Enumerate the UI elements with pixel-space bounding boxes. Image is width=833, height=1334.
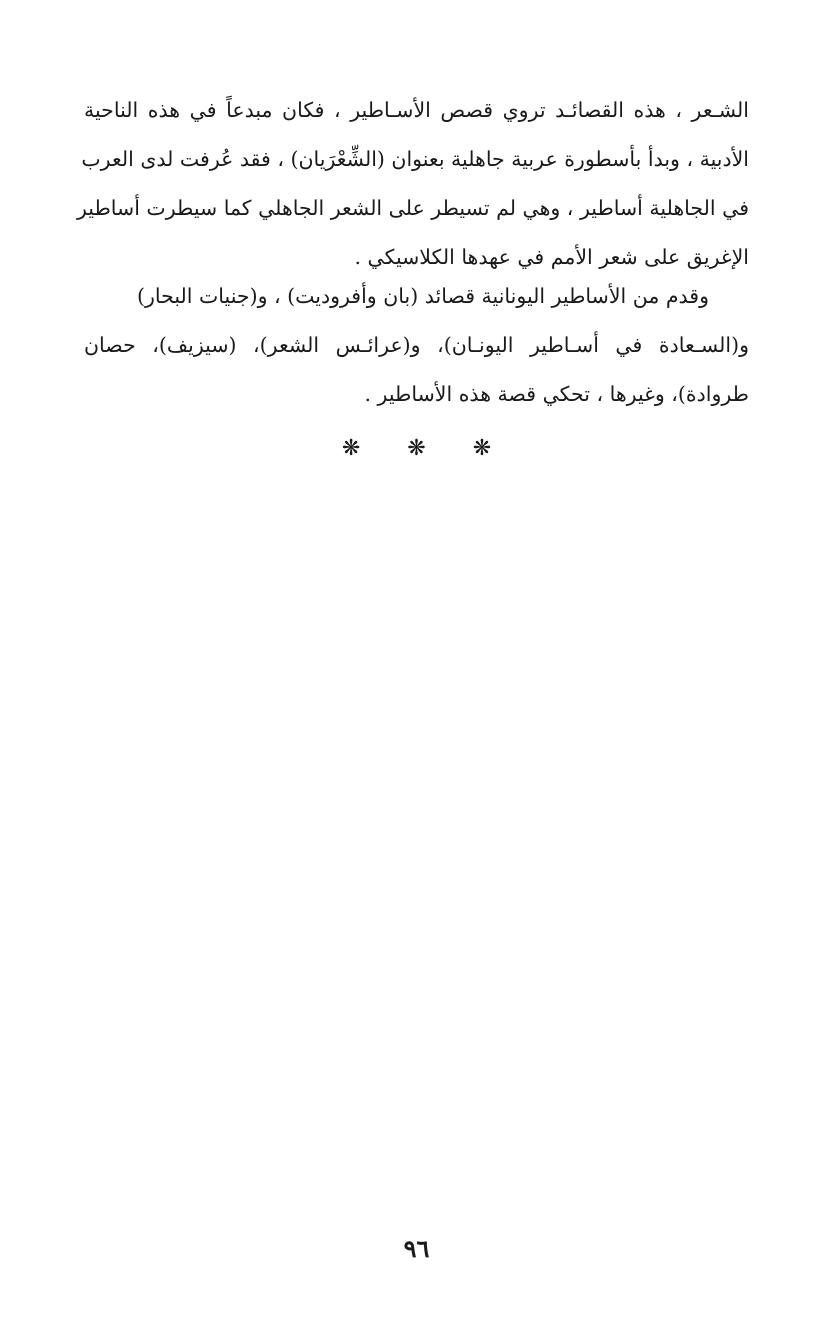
paragraph-line: وقدم من الأساطير اليونانية قصائد (بان وأفروديت) ، و(جنيات البحار) <box>136 284 709 308</box>
page-number: ٩٦ <box>403 1234 430 1263</box>
paragraph-line: طروادة)، وغيرها ، تحكي قصة هذه الأساطير . <box>364 382 749 406</box>
paragraph-1 <box>76 86 749 282</box>
asterism-icon: ❋ <box>472 436 492 461</box>
paragraph-line: الأدبية ، وبدأ بأسطورة عربية جاهلية بعنوان (الشِّعْرَيان) ، فقد عُرفت لدى العرب <box>81 147 749 171</box>
paragraph-line: الإغريق على شعر الأمم في عهدها الكلاسيكي . <box>354 245 749 269</box>
paragraph-line: و(السـعادة في أسـاطير اليونـان)، و(عرائـس الشعر)، (سيزيف)، حصان <box>84 333 749 357</box>
paragraph-2 <box>84 272 749 419</box>
asterism-icon: ❋ <box>341 436 361 461</box>
paragraph-line: الشـعر ، هذه القصائـد تروي قصص الأسـاطير ، فكان مبدعاً في هذه الناحية <box>84 98 749 122</box>
asterism-icon: ❋ <box>407 436 426 461</box>
section-separator <box>0 436 833 461</box>
paragraph-line: في الجاهلية أساطير ، وهي لم تسيطر على الشعر الجاهلي كما سيطرت أساطير <box>76 196 749 220</box>
